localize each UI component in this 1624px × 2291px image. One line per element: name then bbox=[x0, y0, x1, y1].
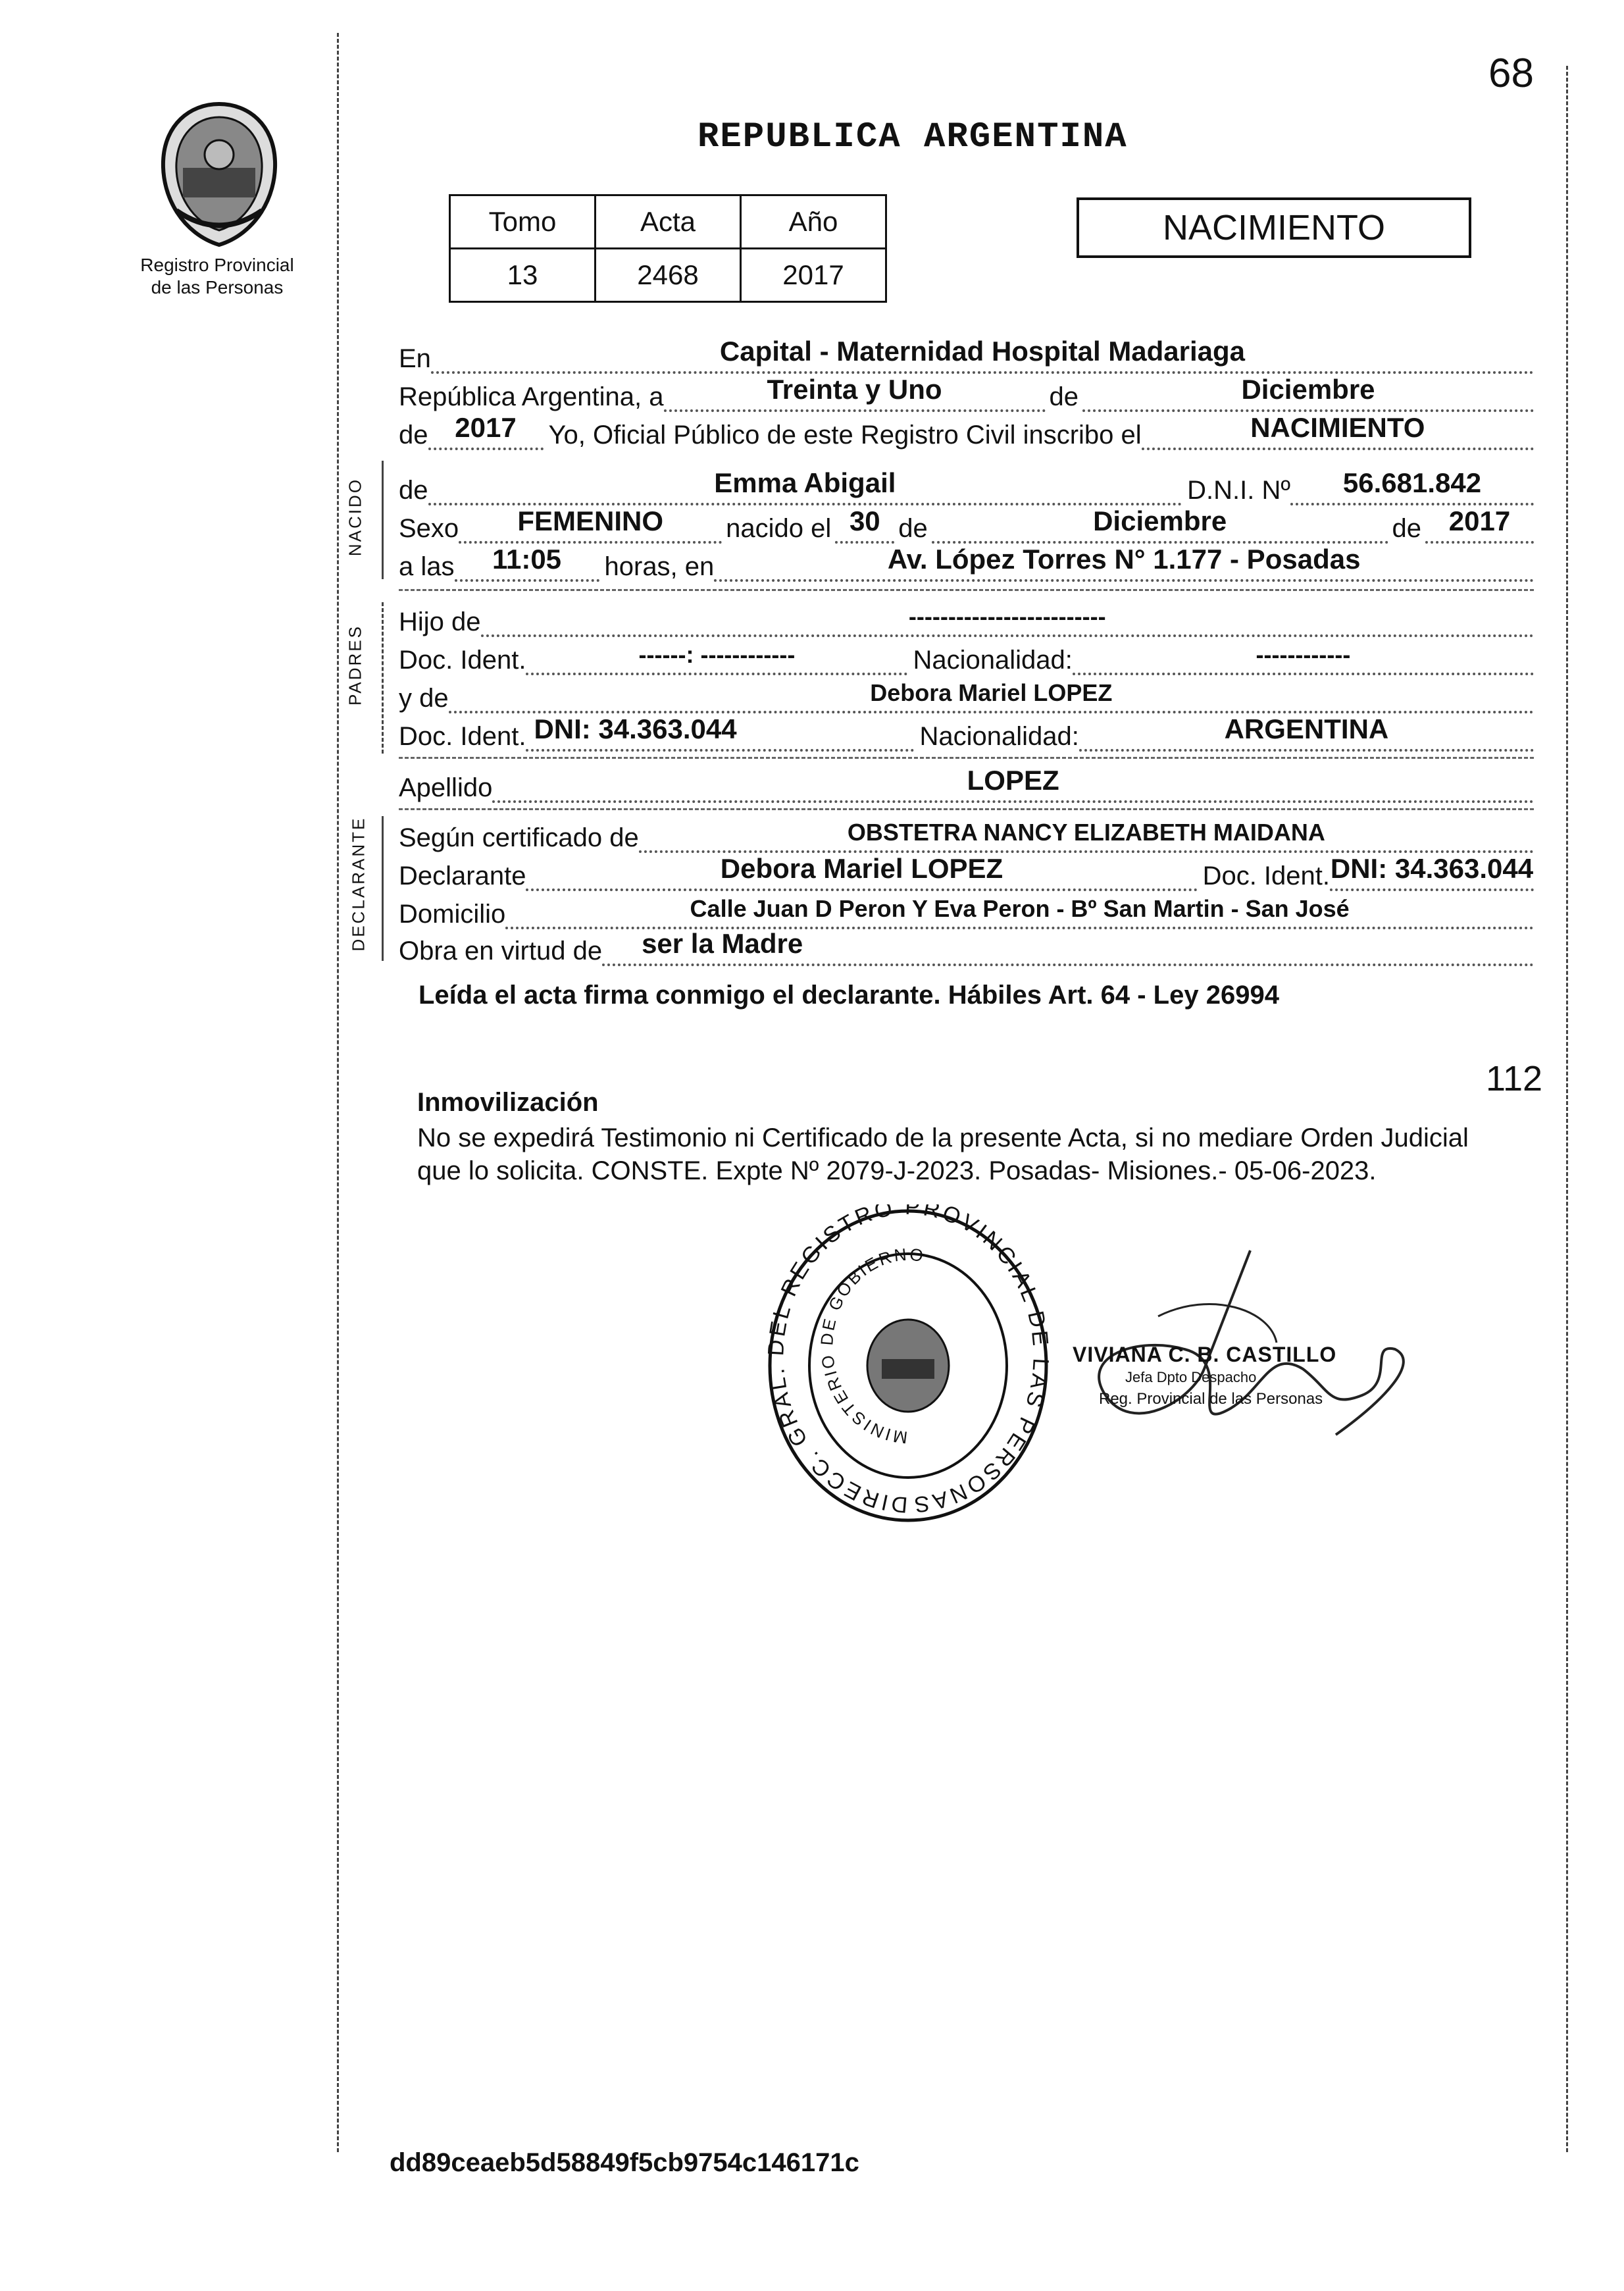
header-tomo: Tomo bbox=[450, 195, 596, 249]
row-domicilio bbox=[399, 891, 1534, 929]
row-nombre bbox=[399, 467, 1534, 505]
right-margin-line bbox=[1566, 66, 1568, 2152]
value-doc2: DNI: 34.363.044 bbox=[534, 713, 737, 744]
value-tomo: 13 bbox=[450, 249, 596, 302]
seal-outer-text: DIRECC. GRAL. DEL REGISTRO PROVINCIAL DE LAS PERSONAS bbox=[763, 1204, 1053, 1518]
row-declarante bbox=[399, 853, 1534, 891]
inmovilizacion-title: Inmovilización bbox=[417, 1088, 599, 1117]
inmovilizacion-block bbox=[417, 1086, 1516, 1187]
value-nac2: ARGENTINA bbox=[1224, 713, 1389, 744]
label-en: En bbox=[399, 344, 431, 373]
value-cert: OBSTETRA NANCY ELIZABETH MAIDANA bbox=[847, 819, 1325, 846]
bracket-nacido bbox=[382, 461, 384, 579]
label-nac-de2: de bbox=[1392, 514, 1421, 543]
header-title: REPUBLICA ARGENTINA bbox=[698, 117, 1128, 157]
separator-nacido bbox=[399, 589, 1534, 591]
value-domicilio: Calle Juan D Peron Y Eva Peron - Bº San Martin - San José bbox=[690, 895, 1350, 922]
registry-line-1: Registro Provincial bbox=[140, 255, 294, 275]
value-acto: NACIMIENTO bbox=[1250, 412, 1425, 443]
label-sexo: Sexo bbox=[399, 514, 459, 543]
dots-obra bbox=[602, 925, 1534, 966]
value-nombre: Emma Abigail bbox=[714, 467, 896, 498]
row-hijo bbox=[399, 599, 1534, 637]
dots-mes bbox=[1082, 371, 1534, 412]
label-nombre: de bbox=[399, 476, 428, 505]
label-decl-doc: Doc. Ident. bbox=[1202, 862, 1330, 890]
value-decl-doc: DNI: 34.363.044 bbox=[1330, 853, 1534, 884]
record-table bbox=[449, 194, 887, 303]
label-hijo: Hijo de bbox=[399, 607, 481, 636]
dots-sexo bbox=[459, 503, 722, 544]
label-section-nacido: NACIDO bbox=[345, 477, 365, 557]
value-anio-registro: 2017 bbox=[455, 412, 517, 443]
row-anio bbox=[399, 412, 1534, 450]
value-hijo: ------------------------- bbox=[908, 603, 1106, 630]
label-cert: Según certificado de bbox=[399, 823, 639, 852]
dots-decl-doc bbox=[1330, 850, 1534, 891]
row-apellido bbox=[399, 765, 1534, 803]
page-number: 68 bbox=[1488, 51, 1534, 96]
label-yde: y de bbox=[399, 684, 449, 713]
value-en: Capital - Maternidad Hospital Madariaga bbox=[719, 336, 1246, 367]
row-fecha bbox=[399, 374, 1534, 412]
dots-en bbox=[431, 333, 1534, 374]
header-acta: Acta bbox=[596, 195, 741, 249]
value-nac1: ------------ bbox=[1256, 641, 1351, 668]
dots-apellido bbox=[492, 762, 1534, 803]
label-nac-de: de bbox=[898, 514, 928, 543]
seal-inner-text: MINISTERIO DE GOBIERNO bbox=[817, 1244, 926, 1448]
value-declarante: Debora Mariel LOPEZ bbox=[720, 853, 1003, 884]
emblem-icon bbox=[150, 99, 288, 250]
label-yo: Yo, Oficial Público de este Registro Civil inscribo el bbox=[548, 421, 1142, 450]
official-seal bbox=[763, 1204, 1053, 1527]
label-obra: Obra en virtud de bbox=[399, 937, 603, 965]
dots-madre bbox=[449, 673, 1534, 713]
dots-nombre bbox=[428, 465, 1182, 505]
signature-block bbox=[1053, 1237, 1421, 1487]
row-doc2 bbox=[399, 713, 1534, 752]
label-de: de bbox=[1049, 382, 1078, 411]
value-madre: Debora Mariel LOPEZ bbox=[870, 679, 1113, 706]
dots-hora bbox=[455, 541, 599, 582]
dots-nac-anio bbox=[1425, 503, 1534, 544]
label-doc1: Doc. Ident. bbox=[399, 646, 526, 675]
dots-cert bbox=[639, 812, 1534, 853]
value-nac-mes: Diciembre bbox=[1093, 505, 1227, 536]
row-sexo bbox=[399, 505, 1534, 544]
label-republica: República Argentina, a bbox=[399, 382, 664, 411]
bracket-declarante bbox=[382, 816, 384, 961]
label-nac2: Nacionalidad: bbox=[919, 722, 1079, 751]
value-hora: 11:05 bbox=[492, 544, 562, 575]
dots-nac2 bbox=[1079, 711, 1534, 752]
side-number: 112 bbox=[1486, 1059, 1543, 1098]
dots-nac1 bbox=[1073, 634, 1534, 675]
left-margin-line bbox=[337, 33, 339, 2152]
seal-icon bbox=[763, 1204, 1053, 1527]
value-apellido: LOPEZ bbox=[967, 765, 1059, 796]
label-alas: a las bbox=[399, 552, 455, 581]
value-lugar: Av. López Torres N° 1.177 - Posadas bbox=[887, 544, 1361, 575]
row-en bbox=[399, 336, 1534, 374]
value-doc1: ------: ------------ bbox=[638, 641, 796, 668]
dots-anio bbox=[428, 409, 544, 450]
label-horas: horas, en bbox=[604, 552, 715, 581]
label-section-declarante: DECLARANTE bbox=[348, 816, 368, 952]
bracket-padres bbox=[382, 602, 384, 754]
separator-apellido bbox=[399, 808, 1534, 810]
row-doc1 bbox=[399, 637, 1534, 675]
value-nac-anio: 2017 bbox=[1448, 505, 1511, 536]
row-madre bbox=[399, 675, 1534, 713]
inmovilizacion-text: No se expedirá Testimonio ni Certificado de la presente Acta, si no mediare Orden Judicial que lo solicita. CONSTE. Expte Nº 2079-J-2023. Posadas- Misiones.- 05-06-2023. bbox=[417, 1123, 1469, 1185]
value-acta: 2468 bbox=[596, 249, 741, 302]
document-hash: dd89ceaeb5d58849f5cb9754c146171c bbox=[390, 2148, 859, 2177]
label-nacido: nacido el bbox=[726, 514, 832, 543]
label-de2: de bbox=[399, 421, 428, 450]
label-doc2: Doc. Ident. bbox=[399, 722, 526, 751]
signer-org: Reg. Provincial de las Personas bbox=[1099, 1390, 1323, 1408]
dots-dni bbox=[1290, 465, 1534, 505]
label-nac1: Nacionalidad: bbox=[913, 646, 1073, 675]
label-apellido: Apellido bbox=[399, 773, 493, 802]
dots-nac-mes bbox=[932, 503, 1388, 544]
label-declarante: Declarante bbox=[399, 862, 526, 890]
legal-line: Leída el acta firma conmigo el declarante. Hábiles Art. 64 - Ley 26994 bbox=[419, 981, 1279, 1010]
dots-dia bbox=[664, 371, 1046, 412]
dots-hijo bbox=[481, 596, 1534, 637]
value-dni: 56.681.842 bbox=[1342, 467, 1482, 498]
value-nac-dia: 30 bbox=[849, 505, 880, 536]
signer-name: VIVIANA C. B. CASTILLO bbox=[1073, 1343, 1337, 1366]
dots-lugar bbox=[714, 541, 1534, 582]
value-obra: ser la Madre bbox=[642, 928, 803, 959]
signer-role: Jefa Dpto Despacho bbox=[1125, 1369, 1257, 1385]
row-obra bbox=[399, 928, 1534, 966]
label-section-padres: PADRES bbox=[345, 625, 365, 706]
value-mes: Diciembre bbox=[1241, 374, 1375, 405]
value-sexo: FEMENINO bbox=[517, 505, 663, 536]
label-dni: D.N.I. Nº bbox=[1187, 476, 1290, 505]
registry-label bbox=[115, 254, 319, 299]
dots-doc2 bbox=[526, 711, 914, 752]
dots-nac-dia bbox=[835, 503, 894, 544]
dots-declarante bbox=[526, 850, 1197, 891]
dots-domicilio bbox=[505, 888, 1534, 929]
header-anio: Año bbox=[741, 195, 886, 249]
value-anio: 2017 bbox=[741, 249, 886, 302]
separator-padres bbox=[399, 757, 1534, 759]
provincial-emblem bbox=[150, 99, 288, 250]
label-domicilio: Domicilio bbox=[399, 900, 506, 929]
row-hora bbox=[399, 544, 1534, 582]
row-certificado bbox=[399, 815, 1534, 853]
dots-doc1 bbox=[526, 634, 907, 675]
value-dia: Treinta y Uno bbox=[767, 374, 942, 405]
dots-acto bbox=[1142, 409, 1534, 450]
registry-line-2: de las Personas bbox=[151, 277, 284, 297]
record-type-box: NACIMIENTO bbox=[1077, 197, 1471, 258]
